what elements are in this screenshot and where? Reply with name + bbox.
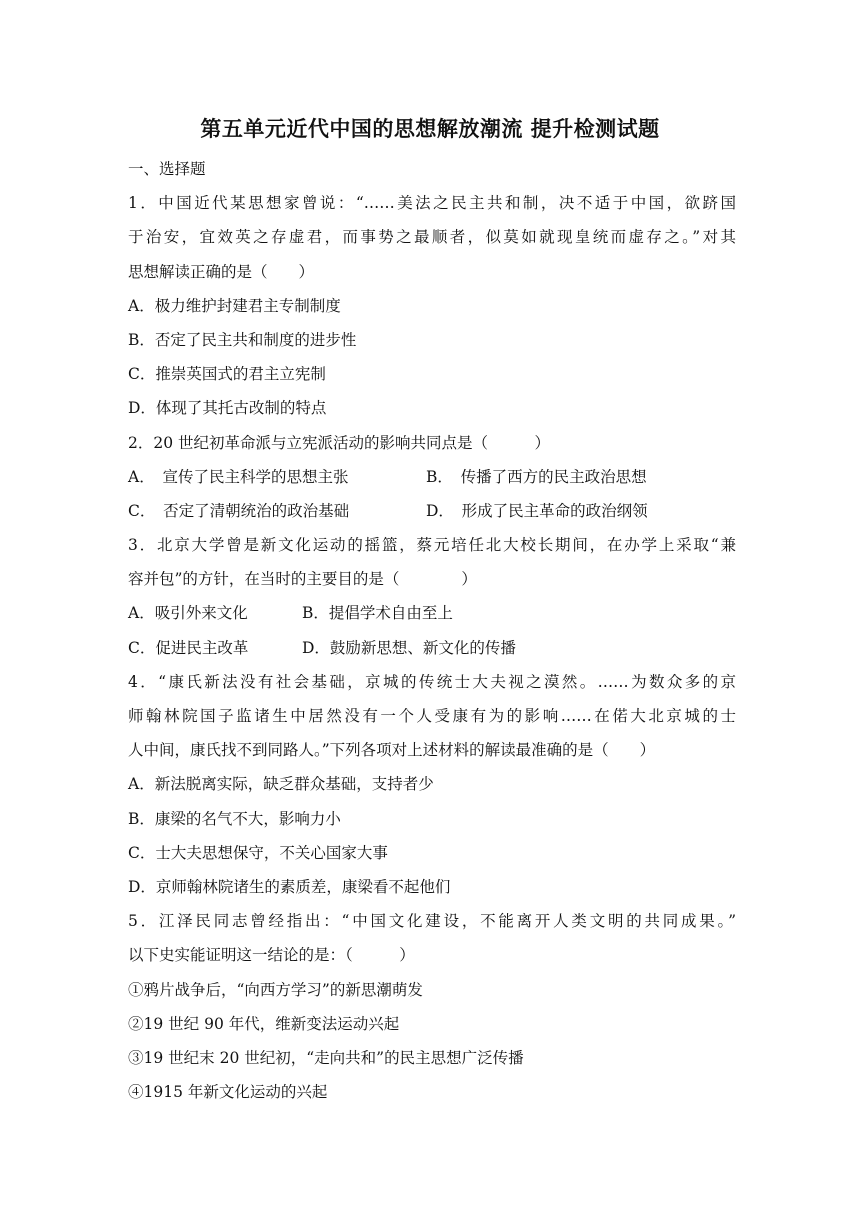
question-1 [128,186,736,425]
option-d: D．鼓励新思想、新文化的传播 [302,638,516,657]
statement-item: ④1915 年新文化运动的兴起 [128,1083,328,1102]
question-2 [128,426,736,529]
question-stem-line: 1．中国近代某思想家曾说：“……美法之民主共和制，决不适于中国，欲跻国 [128,194,736,213]
question-stem-line: 容并包”的方针，在当时的主要目的是（ ） [128,570,477,589]
statement-item: ②19 世纪 90 年代，维新变法运动兴起 [128,1014,400,1033]
question-stem-line: 5．江泽民同志曾经指出：“中国文化建设，不能离开人类文明的共同成果。” [128,912,736,931]
option-c: C． 否定了清朝统治的政治基础 [128,501,350,520]
option-d: D． 形成了民主革命的政治纲领 [426,501,648,520]
question-stem-line: 师翰林院国子监诸生中居然没有一个人受康有为的影响……在偌大北京城的士 [128,707,736,725]
option-c: C．推崇英国式的君主立宪制 [128,365,326,384]
option-row [128,596,736,630]
option-a: A． 宣传了民主科学的思想主张 [128,467,349,486]
option-b: B．否定了民主共和制度的进步性 [128,330,357,349]
option-c: C．士大夫思想保守，不关心国家大事 [128,843,388,862]
option-row [128,631,736,665]
statement-item: ③19 世纪末 20 世纪初，“走向共和”的民主思想广泛传播 [128,1048,524,1067]
question-4 [128,665,736,904]
option-row [128,460,736,494]
page-title: 第五单元近代中国的思想解放潮流 提升检测试题 [200,117,660,141]
option-a: A．极力维护封建君主专制制度 [128,296,341,315]
question-stem-line: 人中间，康氏找不到同路人。”下列各项对上述材料的解读最准确的是（ ） [128,741,656,760]
section-heading: 一、选择题 [128,160,206,178]
question-stem-line: 思想解读正确的是（ ） [128,262,315,281]
option-a: A．吸引外来文化 [128,604,248,623]
question-stem-line: 4．“康氏新法没有社会基础，京城的传统士大夫视之漠然。……为数众多的京 [128,672,736,691]
question-5 [128,904,736,1109]
option-b: B．提倡学术自由至上 [302,604,453,623]
question-3 [128,528,736,665]
option-b: B．康梁的名气不大，影响力小 [128,809,341,828]
statement-item: ①鸦片战争后，“向西方学习”的新思潮萌发 [128,980,423,999]
option-c: C．促进民主改革 [128,638,249,657]
option-d: D．京师翰林院诸生的素质差，康梁看不起他们 [128,877,451,896]
question-stem-line: 3．北京大学曾是新文化运动的摇篮，蔡元培任北大校长期间，在办学上采取“兼 [128,536,736,555]
question-stem-line: 2．20 世纪初革命派与立宪派活动的影响共同点是（ ） [128,433,551,452]
question-list [128,152,736,1109]
question-stem-line: 于治安，宜效英之存虚君，而事势之最顺者，似莫如就现皇统而虚存之。”对其 [128,228,736,247]
question-stem-line: 以下史实能证明这一结论的是：（ ） [128,946,415,965]
option-b: B． 传播了西方的民主政治思想 [426,467,647,486]
option-row [128,494,736,528]
option-a: A．新法脱离实际，缺乏群众基础，支持者少 [128,775,434,794]
option-d: D．体现了其托古改制的特点 [128,399,327,418]
